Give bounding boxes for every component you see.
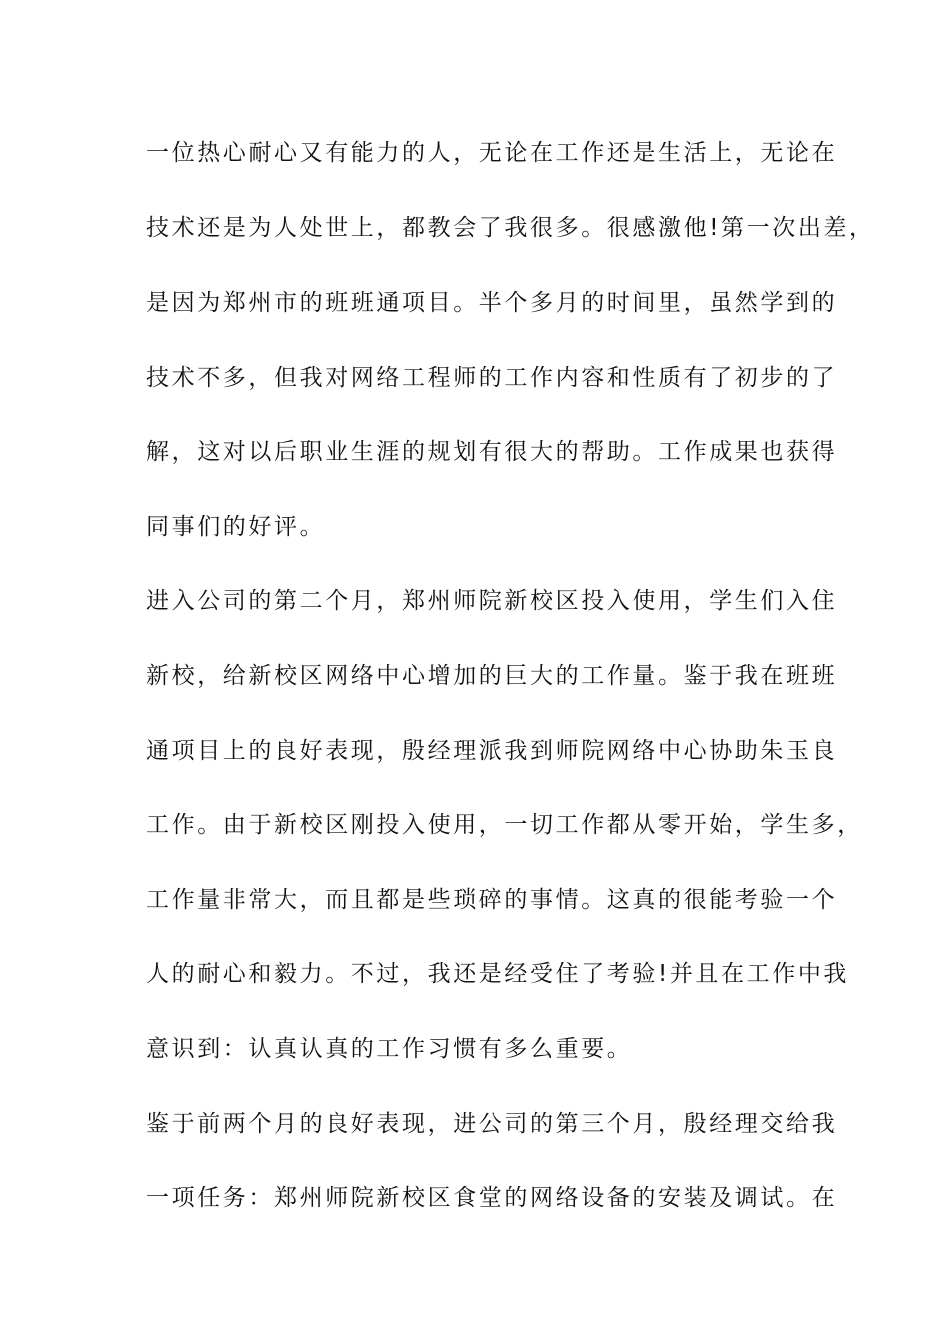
- text-line: 工作量非常大，而且都是些琐碎的事情。这真的很能考验一个: [146, 887, 838, 913]
- text-line: 工作。由于新校区刚投入使用，一切工作都从零开始，学生多，: [146, 812, 863, 838]
- text-line: 解，这对以后职业生涯的规划有很大的帮助。工作成果也获得: [146, 439, 838, 465]
- text-line: 技术不多，但我对网络工程师的工作内容和性质有了初步的了: [146, 365, 838, 391]
- text-line: 技术还是为人处世上，都教会了我很多。很感激他!第一次出差，: [146, 215, 875, 241]
- text-line: 一位热心耐心又有能力的人，无论在工作还是生活上，无论在: [146, 140, 838, 166]
- text-line: 新校，给新校区网络中心增加的巨大的工作量。鉴于我在班班: [146, 663, 838, 689]
- text-line: 人的耐心和毅力。不过，我还是经受住了考验!并且在工作中我: [146, 961, 850, 987]
- text-line: 是因为郑州市的班班通项目。半个多月的时间里，虽然学到的: [146, 290, 838, 316]
- text-line: 鉴于前两个月的良好表现，进公司的第三个月，殷经理交给我: [146, 1111, 838, 1137]
- text-line: 同事们的好评。: [146, 514, 326, 540]
- text-line: 通项目上的良好表现，殷经理派我到师院网络中心协助朱玉良: [146, 738, 838, 764]
- text-line: 意识到：认真认真的工作习惯有多么重要。: [146, 1036, 633, 1062]
- text-line: 一项任务：郑州师院新校区食堂的网络设备的安装及调试。在: [146, 1185, 838, 1211]
- text-line: 进入公司的第二个月，郑州师院新校区投入使用，学生们入住: [146, 588, 838, 614]
